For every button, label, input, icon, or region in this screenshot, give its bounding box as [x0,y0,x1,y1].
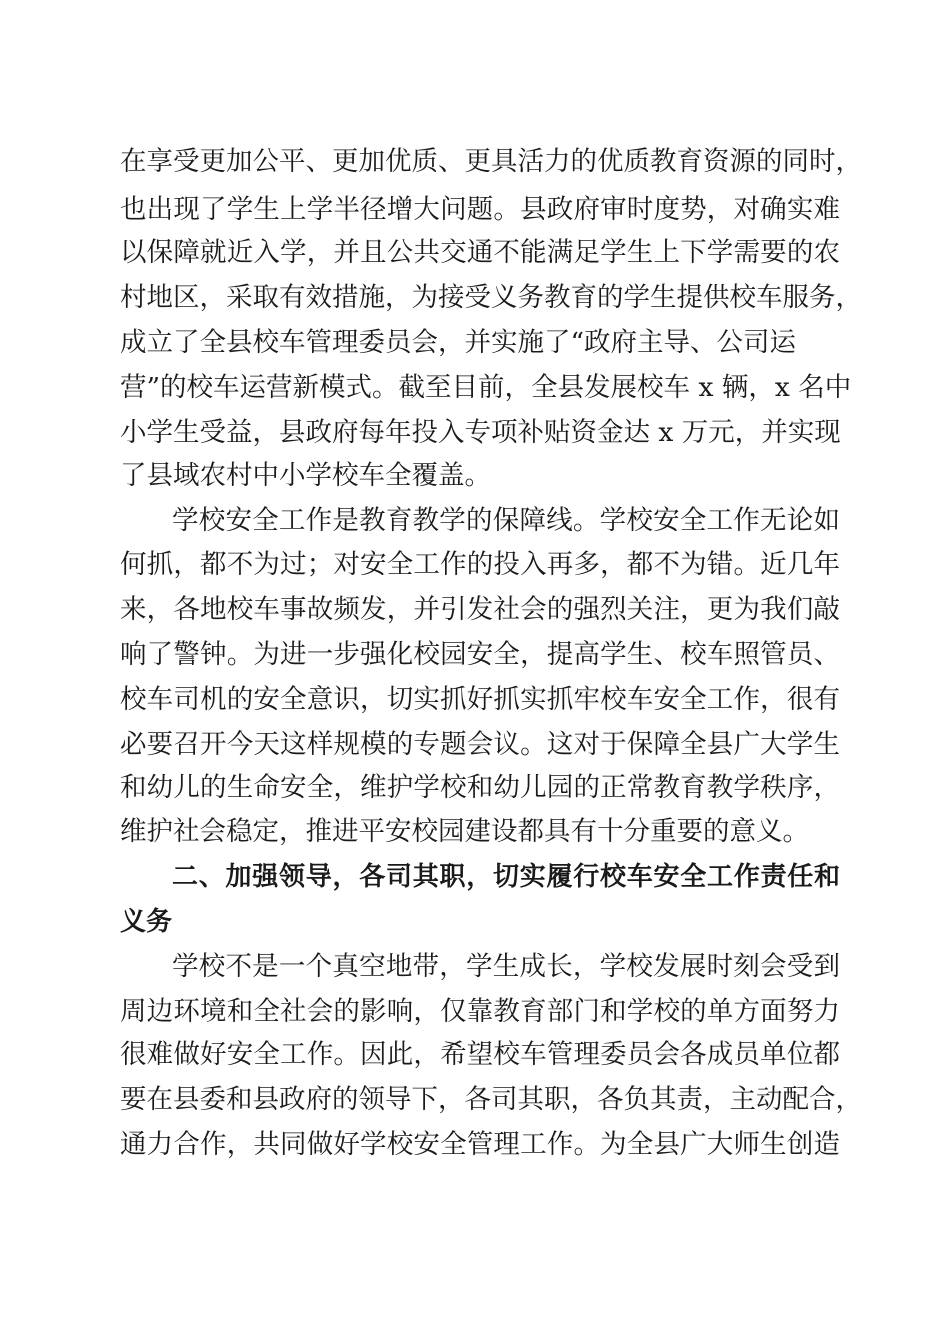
paragraph-line: 学校安全工作是教育教学的保障线。学校安全工作无论如 [172,505,840,536]
paragraph-line: 以保障就近入学，并且公共交通不能满足学生上下学需要的农 [120,237,840,268]
paragraph-line: 何抓，都不为过；对安全工作的投入再多，都不为错。近几年 [120,549,840,580]
paragraph-line: 通力合作，共同做好学校安全管理工作。为全县广大师生创造 [120,1129,840,1160]
paragraph-line: 和幼儿的生命安全，维护学校和幼儿园的正常教育教学秩序， [120,772,840,803]
paragraph-line: 小学生受益，县政府每年投入专项补贴资金达 x 万元，并实现 [120,417,841,448]
paragraph-line: 也出现了学生上学半径增大问题。县政府审时度势，对确实难 [120,194,840,225]
paragraph-line: 在享受更加公平、更加优质、更具活力的优质教育资源的同时， [120,146,862,177]
paragraph-line: 营”的校车运营新模式。截至目前，全县发展校车 x 辆，x 名中 [120,372,852,403]
paragraph-line: 学校不是一个真空地带，学生成长，学校发展时刻会受到 [172,951,840,982]
paragraph-line: 了县域农村中小学校车全覆盖。 [120,460,491,491]
paragraph-line: 周边环境和全社会的影响，仅靠教育部门和学校的单方面努力 [120,996,840,1027]
paragraph-line: 维护社会稳定，推进平安校园建设都具有十分重要的意义。 [120,816,809,847]
paragraph-line: 成立了全县校车管理委员会，并实施了“政府主导、公司运 [120,327,797,358]
paragraph-line: 响了警钟。为进一步强化校园安全，提高学生、校车照管员、 [120,639,840,670]
paragraph-line: 很难做好安全工作。因此，希望校车管理委员会各成员单位都 [120,1039,840,1070]
paragraph-line: 村地区，采取有效措施，为接受义务教育的学生提供校车服务， [120,282,862,313]
section-heading: 义务 [120,907,173,937]
paragraph-line: 校车司机的安全意识，切实抓好抓实抓牢校车安全工作，很有 [120,684,840,715]
paragraph-line: 要在县委和县政府的领导下，各司其职，各负其责，主动配合， [120,1084,862,1115]
section-heading: 二、加强领导，各司其职，切实履行校车安全工作责任和 [172,862,840,892]
paragraph-line: 来，各地校车事故频发，并引发社会的强烈关注，更为我们敲 [120,594,840,625]
paragraph-line: 必要召开今天这样规模的专题会议。这对于保障全县广大学生 [120,729,840,760]
